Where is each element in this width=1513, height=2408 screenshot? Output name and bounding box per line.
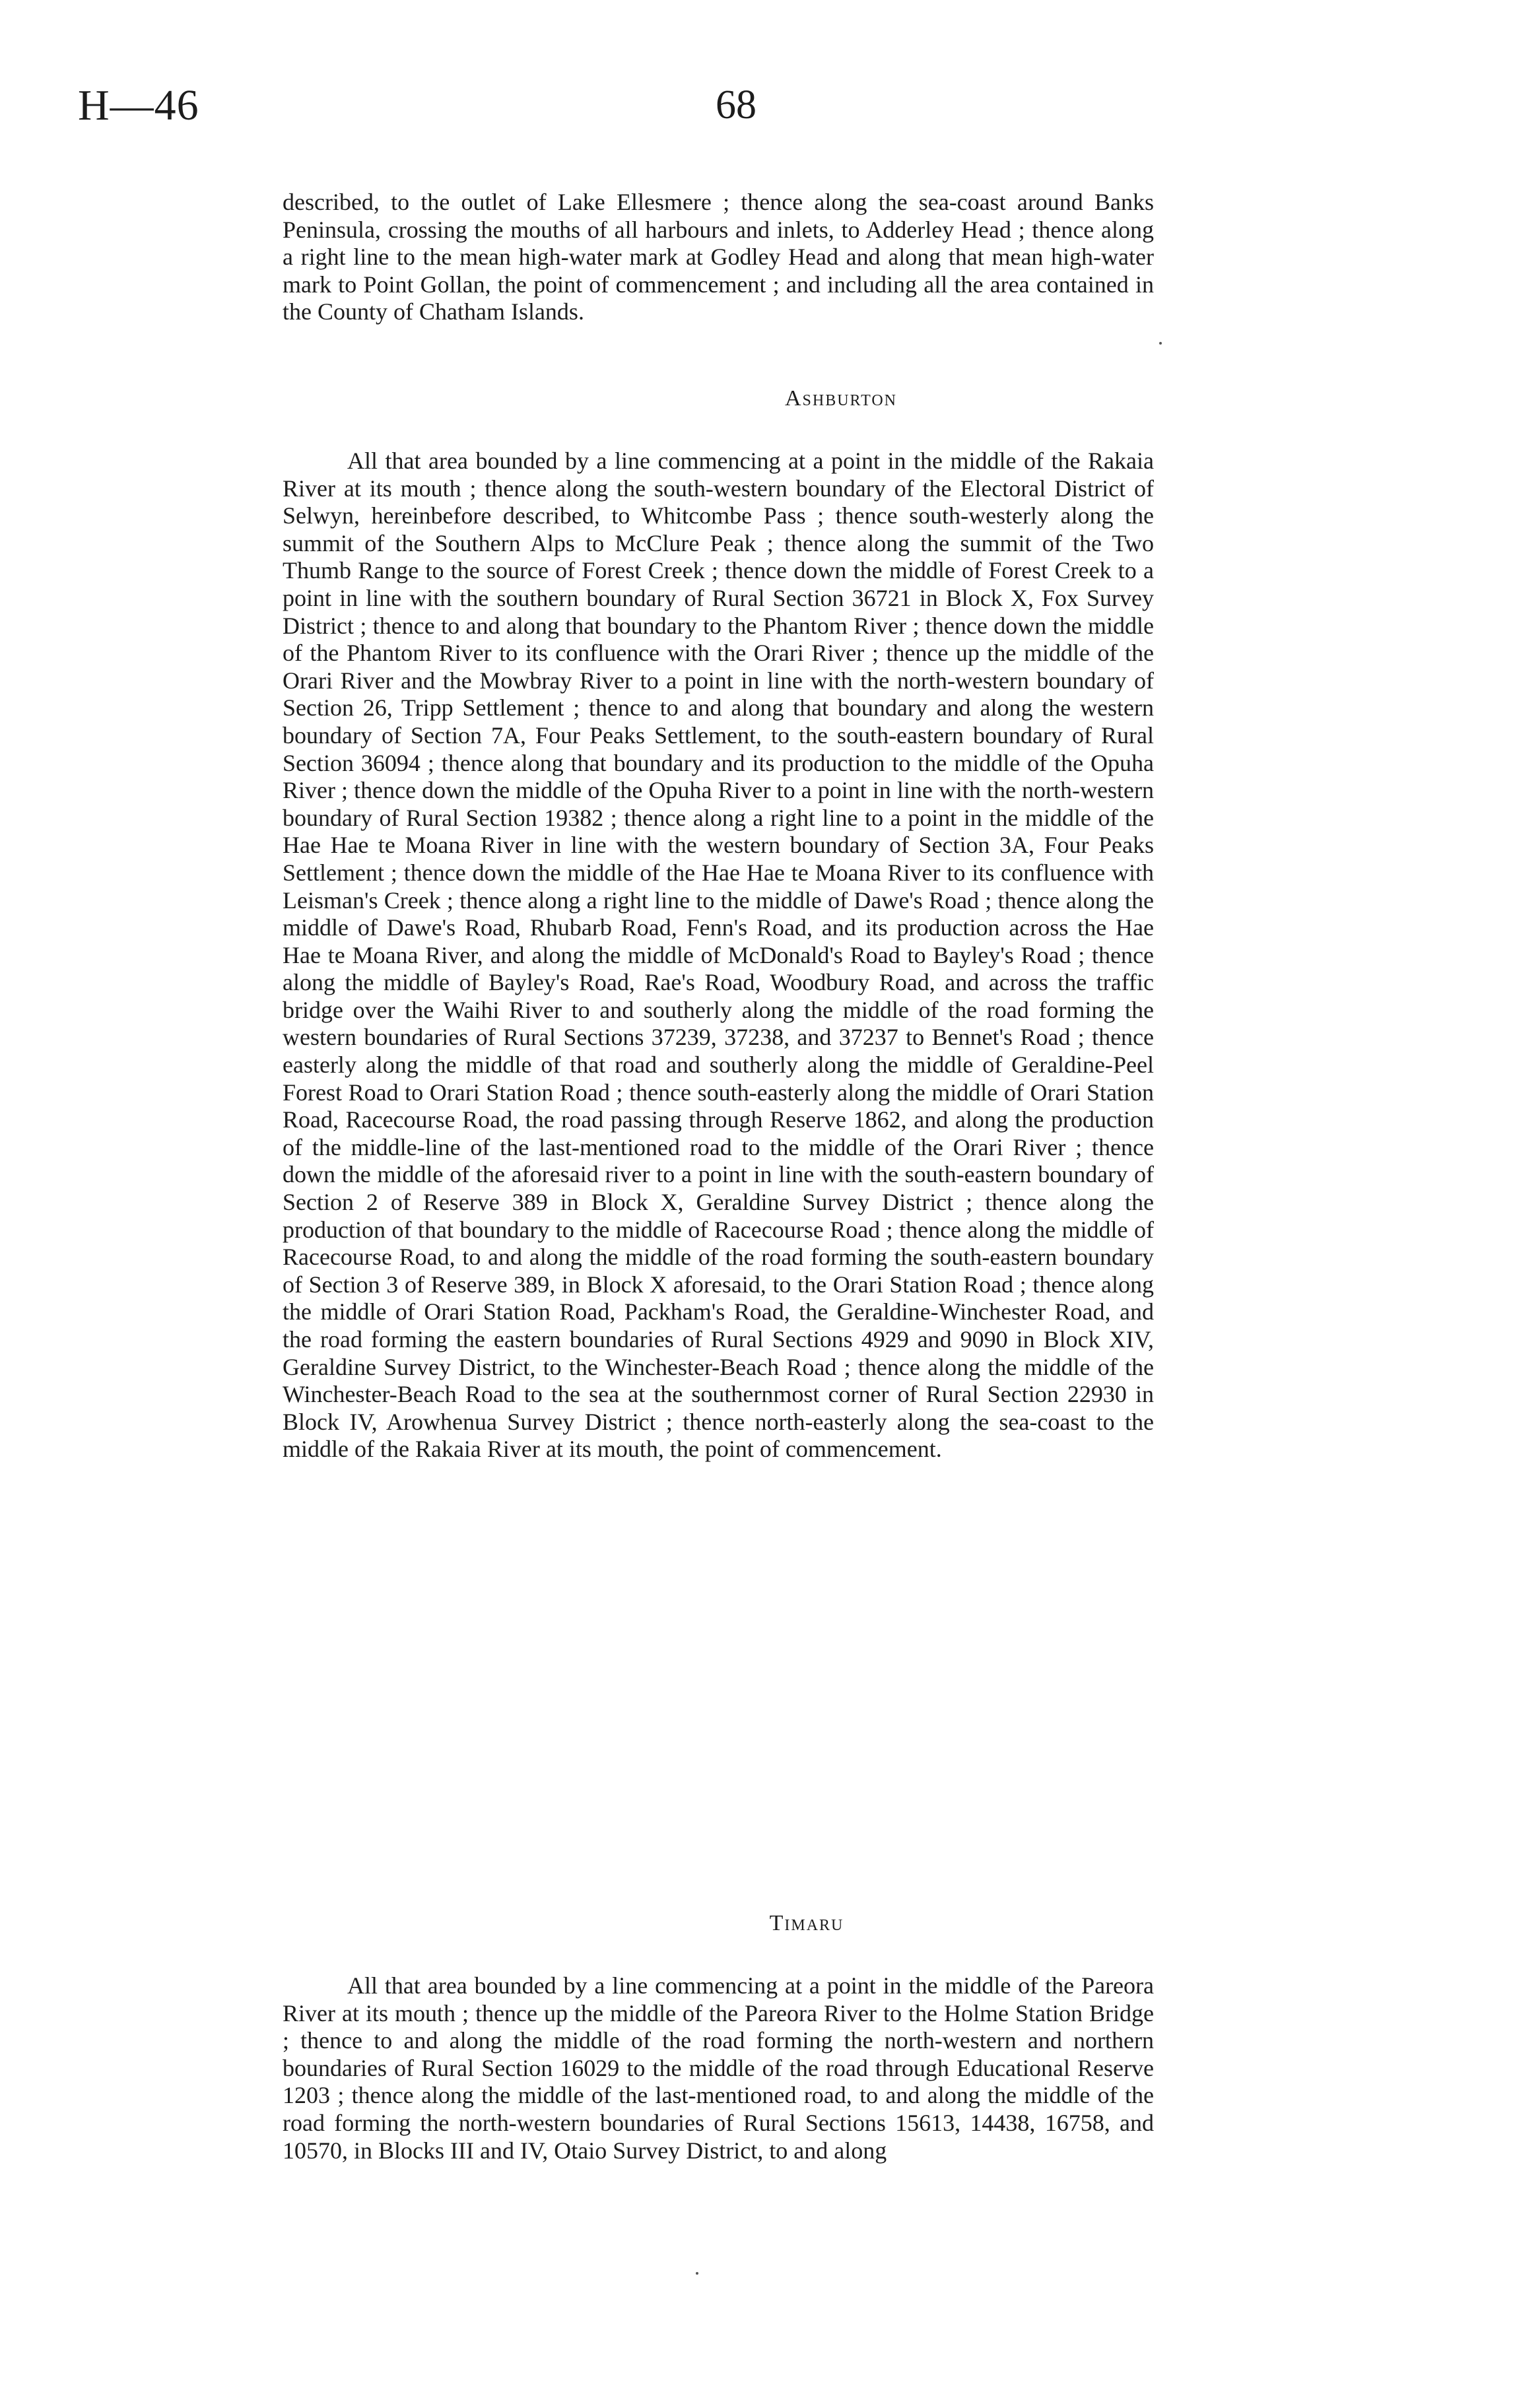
page-number: 68 xyxy=(716,83,756,127)
scan-speck xyxy=(1159,342,1162,345)
section-heading-timaru: Timaru xyxy=(769,1911,844,1935)
document-code: H—46 xyxy=(78,81,199,129)
intro-paragraph: described, to the outlet of Lake Ellesmere ; thence along the sea-coast around Banks Peninsula, crossing the mouths of all harbours and inlets, to Adderley Head ; thence along a right line to the mean high-water mark at Godley Head and along that mean high-water mark to Point Gollan, the point of commencement ; and including all the area contained in the County of Chatham Islands. xyxy=(283,189,1154,325)
ashburton-paragraph: All that area bounded by a line commencing at a point in the middle of the Rakaia River at its mouth ; thence along the south-western boundary of the Electoral District of Selwyn, hereinbefore described, to Whitcombe Pass ; thence south-westerly along the summit of the Southern Alps to McClure Peak ; thence along the summit of the Two Thumb Range to the source of Forest Creek ; thence down the middle of Forest Creek to a point in line with the southern boundary of Rural Section 36721 in Block X, Fox Survey District ; thence to and along that boundary to the Phantom River ; thence down the middle of the Phantom River to its confluence with the Orari River ; thence up the middle of the Orari River and the Mowbray River to a point in line with the north-western boundary of Section 26, Tripp Settlement ; thence to and along that boundary and along the western boundary of Section 7A, Four Peaks Settlement, to the south-eastern boundary of Rural Section 36094 ; thence along that boundary and its production to the middle of the Opuha River ; thence down the middle of the Opuha River to a point in line with the north-western boundary of Rural Section 19382 ; thence along a right line to a point in the middle of the Hae Hae te Moana River in line with the western boundary of Section 3A, Four Peaks Settlement ; thence down the middle of the Hae Hae te Moana River to its confluence with Leisman's Creek ; thence along a right line to the middle of Dawe's Road ; thence along the middle of Dawe's Road, Rhubarb Road, Fenn's Road, and its production across the Hae Hae te Moana River, and along the middle of McDonald's Road to Bayley's Road ; thence along the middle of Bayley's Road, Rae's Road, Woodbury Road, and across the traffic bridge over the Waihi River to and southerly along the middle of the road forming the western boundaries of Rural Sections 37239, 37238, and 37237 to Bennet's Road ; thence easterly along the middle of that road and southerly along the middle of Geraldine-Peel Forest Road to Orari Station Road ; thence south-easterly along the middle of Orari Station Road, Racecourse Road, the road passing through Reserve 1862, and along the production of the middle-line of the last-mentioned road to the middle of the Orari River ; thence down the middle of the aforesaid river to a point in line with the south-eastern boundary of Section 2 of Reserve 389 in Block X, Geraldine Survey District ; thence along the production of that boundary to the middle of Racecourse Road ; thence along the middle of Racecourse Road, to and along the middle of the road forming the south-eastern boundary of Section 3 of Reserve 389, in Block X aforesaid, to the Orari Station Road ; thence along the middle of Orari Station Road, Packham's Road, the Geraldine-Winchester Road, and the road forming the eastern boundaries of Rural Sections 4929 and 9090 in Block XIV, Geraldine Survey District, to the Winchester-Beach Road ; thence along the middle of the Winchester-Beach Road to the sea at the southernmost corner of Rural Section 22930 in Block IV, Arowhenua Survey District ; thence north-easterly along the sea-coast to the middle of the Rakaia River at its mouth, the point of commencement. xyxy=(283,448,1154,1463)
timaru-paragraph: All that area bounded by a line commencing at a point in the middle of the Pareora River at its mouth ; thence up the middle of the Pareora River to the Holme Station Bridge ; thence to and along the middle of the road forming the north-western and northern boundaries of Rural Section 16029 to the middle of the road through Educational Reserve 1203 ; thence along the middle of the last-mentioned road, to and along the middle of the road forming the north-western boundaries of Rural Sections 15613, 14438, 16758, and 10570, in Blocks III and IV, Otaio Survey District, to and along xyxy=(283,1972,1154,2164)
scan-speck xyxy=(696,2272,698,2275)
section-heading-ashburton: Ashburton xyxy=(784,386,898,411)
